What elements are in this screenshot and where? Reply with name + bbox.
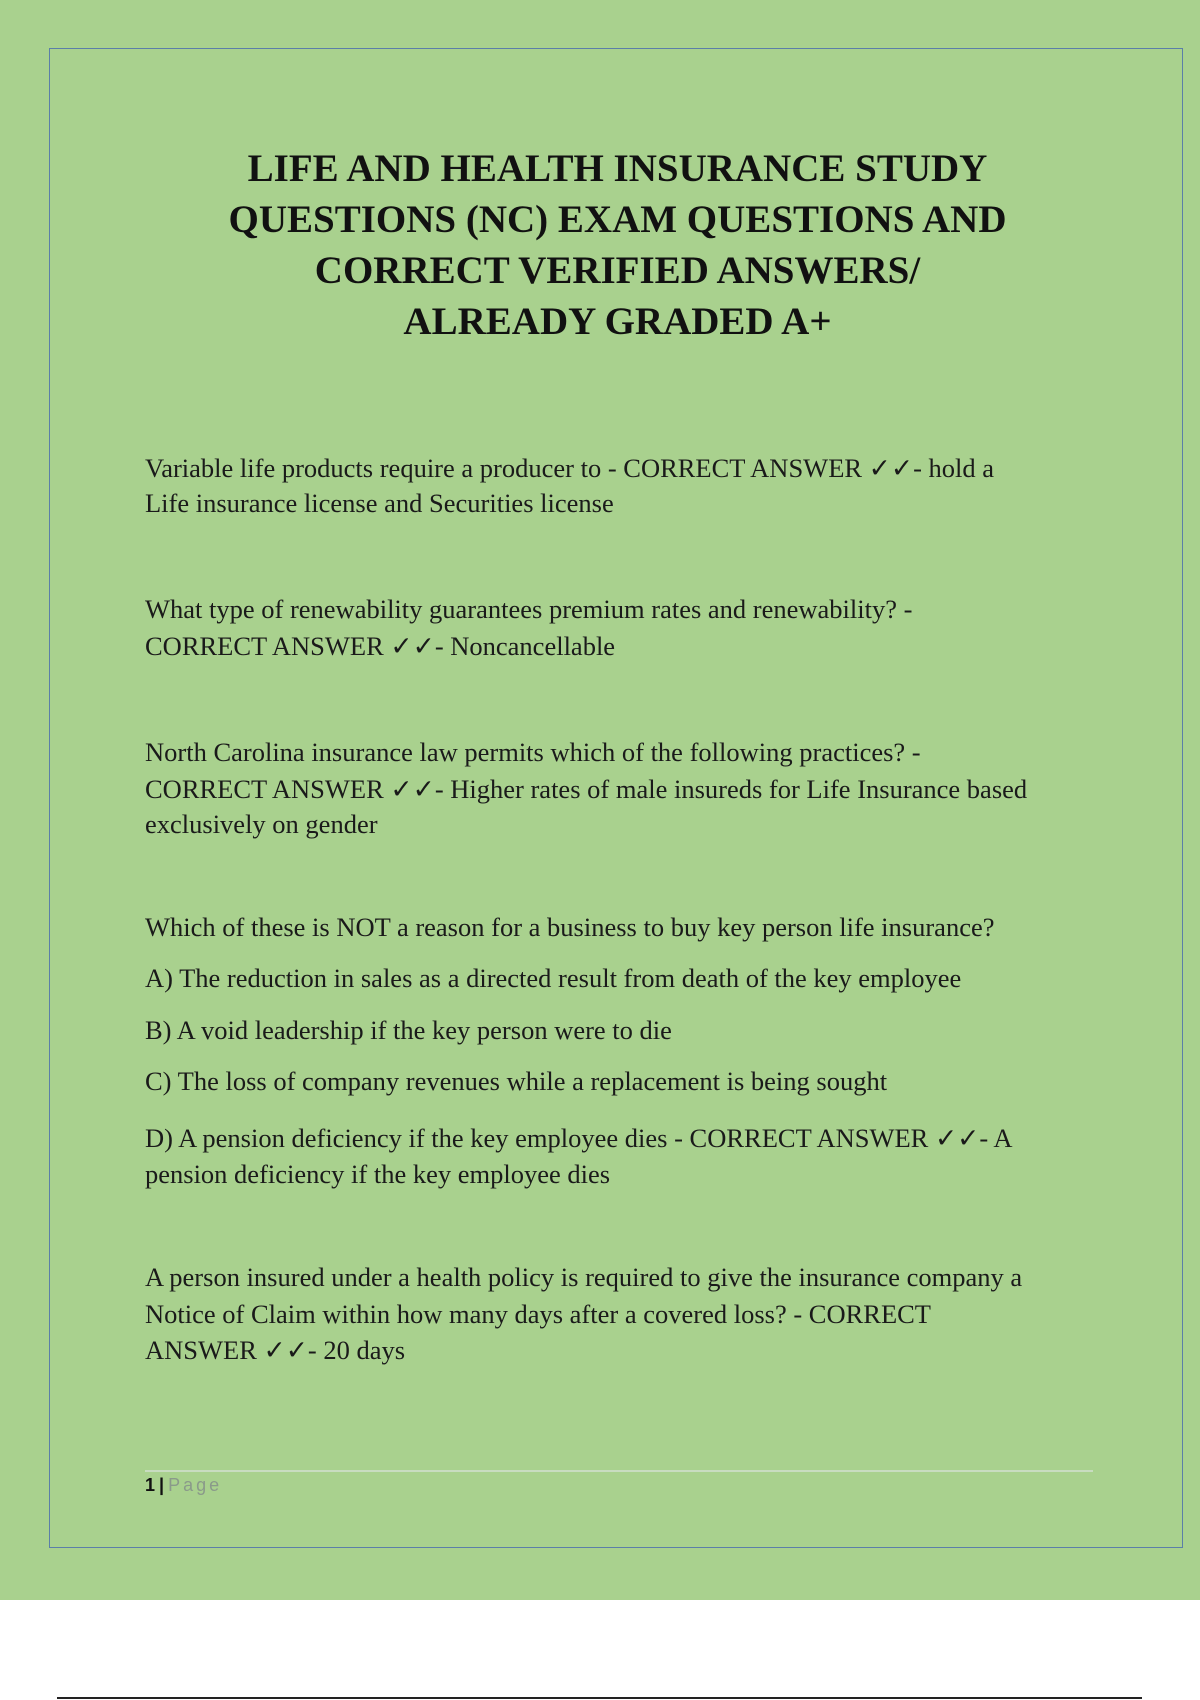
footer-divider — [145, 1470, 1093, 1472]
qa-item-4-question: Which of these is NOT a reason for a business to buy key person life insurance? — [145, 912, 995, 942]
qa-line: North Carolina insurance law permits which of the following practices? - — [145, 737, 921, 767]
page-number: 1 — [145, 1475, 156, 1495]
qa-option-a: A) The reduction in sales as a directed result from death of the key employee — [145, 963, 962, 993]
qa-line: ANSWER ✓✓- 20 days — [145, 1335, 406, 1365]
qa-item-5 — [145, 1260, 1095, 1368]
qa-line: Life insurance license and Securities license — [145, 488, 614, 518]
qa-item-2 — [145, 589, 1095, 664]
title-line: LIFE AND HEALTH INSURANCE STUDY — [247, 147, 988, 190]
footer-separator: | — [159, 1475, 165, 1495]
qa-item-1 — [145, 451, 1095, 521]
qa-line: Notice of Claim within how many days after a covered loss? - CORRECT — [145, 1299, 931, 1329]
next-page-rule — [57, 1697, 1142, 1699]
title-line: QUESTIONS (NC) EXAM QUESTIONS AND — [228, 198, 1007, 241]
qa-option-d — [145, 1120, 1095, 1192]
qa-line: CORRECT ANSWER ✓✓- Noncancellable — [145, 631, 616, 661]
qa-line: CORRECT ANSWER ✓✓- Higher rates of male insureds for Life Insurance based — [145, 774, 1028, 804]
qa-item-3 — [145, 732, 1095, 842]
qa-line: Variable life products require a producer to - CORRECT ANSWER ✓✓- hold a — [145, 453, 995, 483]
qa-line: What type of renewability guarantees premium rates and renewability? - — [145, 594, 913, 624]
page-label: Page — [168, 1475, 223, 1495]
title-line: ALREADY GRADED A+ — [403, 300, 832, 343]
qa-option-c: C) The loss of company revenues while a replacement is being sought — [145, 1066, 888, 1096]
qa-line: D) A pension deficiency if the key employee dies - CORRECT ANSWER ✓✓- A — [145, 1123, 1013, 1153]
qa-line: A person insured under a health policy is required to give the insurance company a — [145, 1262, 1023, 1292]
document-title — [150, 143, 1085, 347]
qa-line: pension deficiency if the key employee dies — [145, 1159, 611, 1189]
title-line: CORRECT VERIFIED ANSWERS/ — [314, 249, 921, 292]
page-footer — [145, 1473, 222, 1497]
qa-line: exclusively on gender — [145, 809, 378, 839]
qa-option-b: B) A void leadership if the key person were to die — [145, 1015, 672, 1045]
